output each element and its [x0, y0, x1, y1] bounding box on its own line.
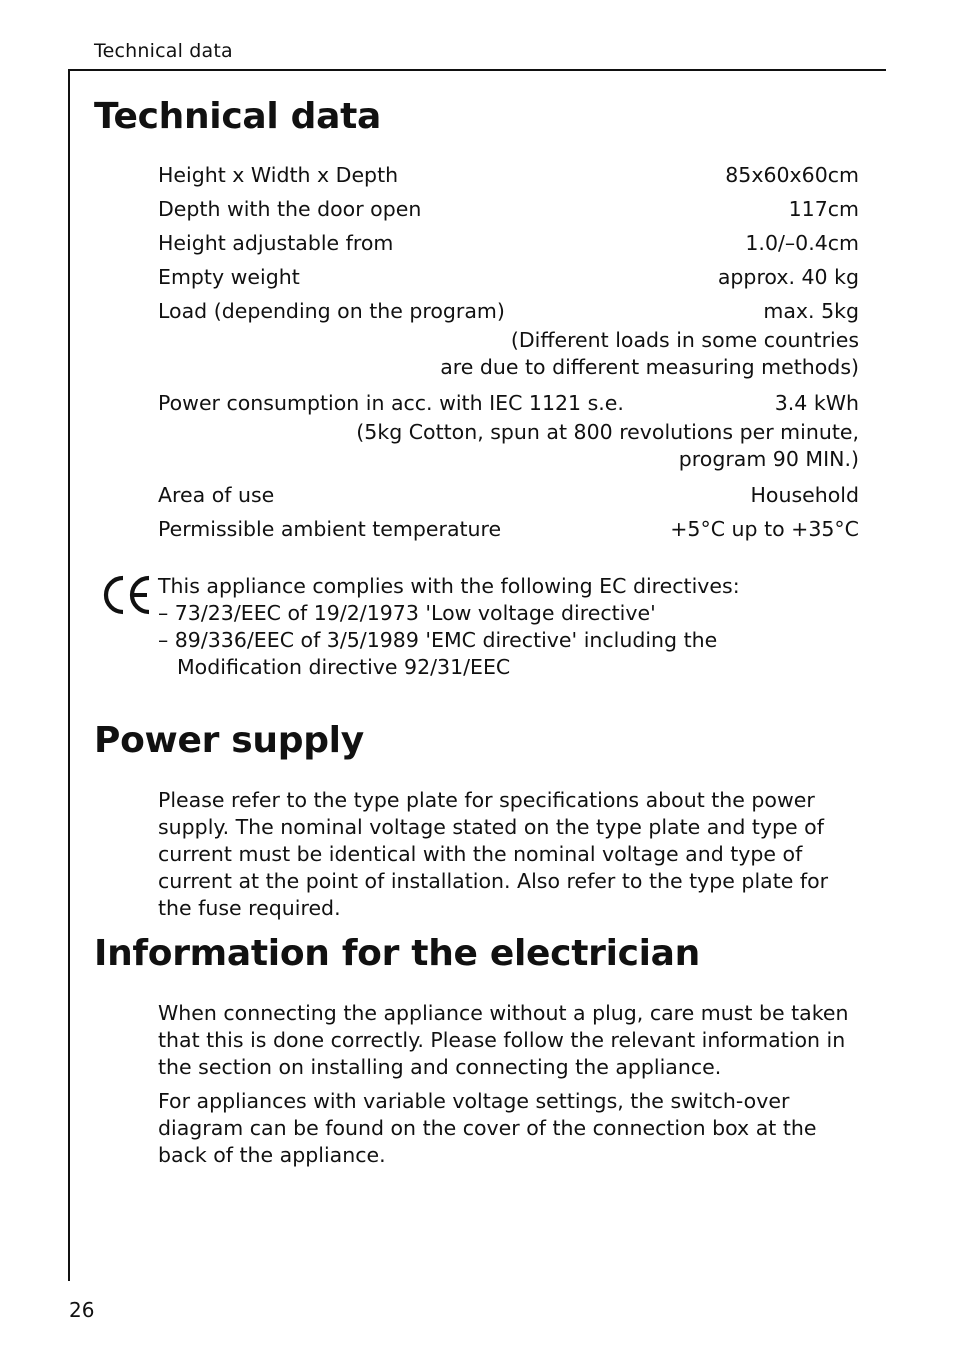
spec-label: Area of use: [158, 483, 275, 507]
electrician-text: When connecting the appliance without a plug, care must be taken that this is done correctly. Please follow the relevant information in the section on installing and connecting the appliance.: [158, 1001, 849, 1079]
power-supply-text: Please refer to the type plate for specifications about the power supply. The nominal voltage stated on the type plate and type of current must be identical with the nominal voltage and type of current at the point of installation. Also refer to the type plate for the fuse required.: [158, 788, 829, 920]
technical-data-title: Technical data: [94, 96, 381, 137]
power-supply-title: Power supply: [94, 720, 364, 761]
spec-value: 1.0/–0.4cm: [745, 231, 859, 255]
spec-label: Height x Width x Depth: [158, 163, 399, 187]
load-note: [158, 327, 859, 381]
spec-value: approx. 40 kg: [717, 265, 859, 289]
load-note-line: (Different loads in some countries: [510, 328, 859, 352]
spec-row: [158, 480, 859, 514]
spec-row: [158, 194, 859, 228]
electrician-text: For appliances with variable voltage settings, the switch-over diagram can be found on the cover of the connection box at the back of the appliance.: [158, 1089, 817, 1167]
spec-value: 85x60x60cm: [725, 163, 859, 187]
directive-item-continuation: Modification directive 92/31/EEC: [177, 655, 511, 679]
electrician-info-title: Information for the electrician: [94, 933, 701, 974]
spec-table: [158, 160, 859, 548]
spec-row: [158, 160, 859, 194]
directives-intro: This appliance complies with the following EC directives:: [158, 574, 740, 598]
running-header: Technical data: [94, 40, 233, 62]
spec-value: 3.4 kWh: [774, 391, 859, 415]
header-rule: [68, 69, 886, 71]
power-note-line: program 90 MIN.): [678, 447, 859, 471]
directive-item: – 73/23/EEC of 19/2/1973 'Low voltage directive': [158, 601, 656, 625]
spec-label: Load (depending on the program): [158, 299, 505, 323]
page-number: 26: [69, 1298, 95, 1322]
spec-value: max. 5kg: [763, 299, 859, 323]
spec-value: Household: [750, 483, 859, 507]
ce-mark-icon: [101, 574, 153, 616]
spec-label: Power consumption in acc. with IEC 1121 s.e.: [158, 391, 624, 415]
spec-label: Empty weight: [158, 265, 300, 289]
spec-value: +5°C up to +35°C: [670, 517, 859, 541]
spec-value: 117cm: [788, 197, 859, 221]
spec-row: [158, 514, 859, 548]
power-note-line: (5kg Cotton, spun at 800 revolutions per minute,: [356, 420, 859, 444]
spec-row: [158, 388, 859, 422]
spec-row: [158, 228, 859, 262]
spec-row: [158, 296, 859, 330]
spec-label: Permissible ambient temperature: [158, 517, 502, 541]
spec-label: Depth with the door open: [158, 197, 422, 221]
power-note: [158, 419, 859, 473]
directive-item: – 89/336/EEC of 3/5/1989 'EMC directive' including the: [158, 628, 718, 652]
load-note-line: are due to different measuring methods): [440, 355, 859, 379]
margin-rule: [68, 69, 70, 1281]
spec-label: Height adjustable from: [158, 231, 394, 255]
spec-row: [158, 262, 859, 296]
ec-directives: [158, 573, 858, 681]
